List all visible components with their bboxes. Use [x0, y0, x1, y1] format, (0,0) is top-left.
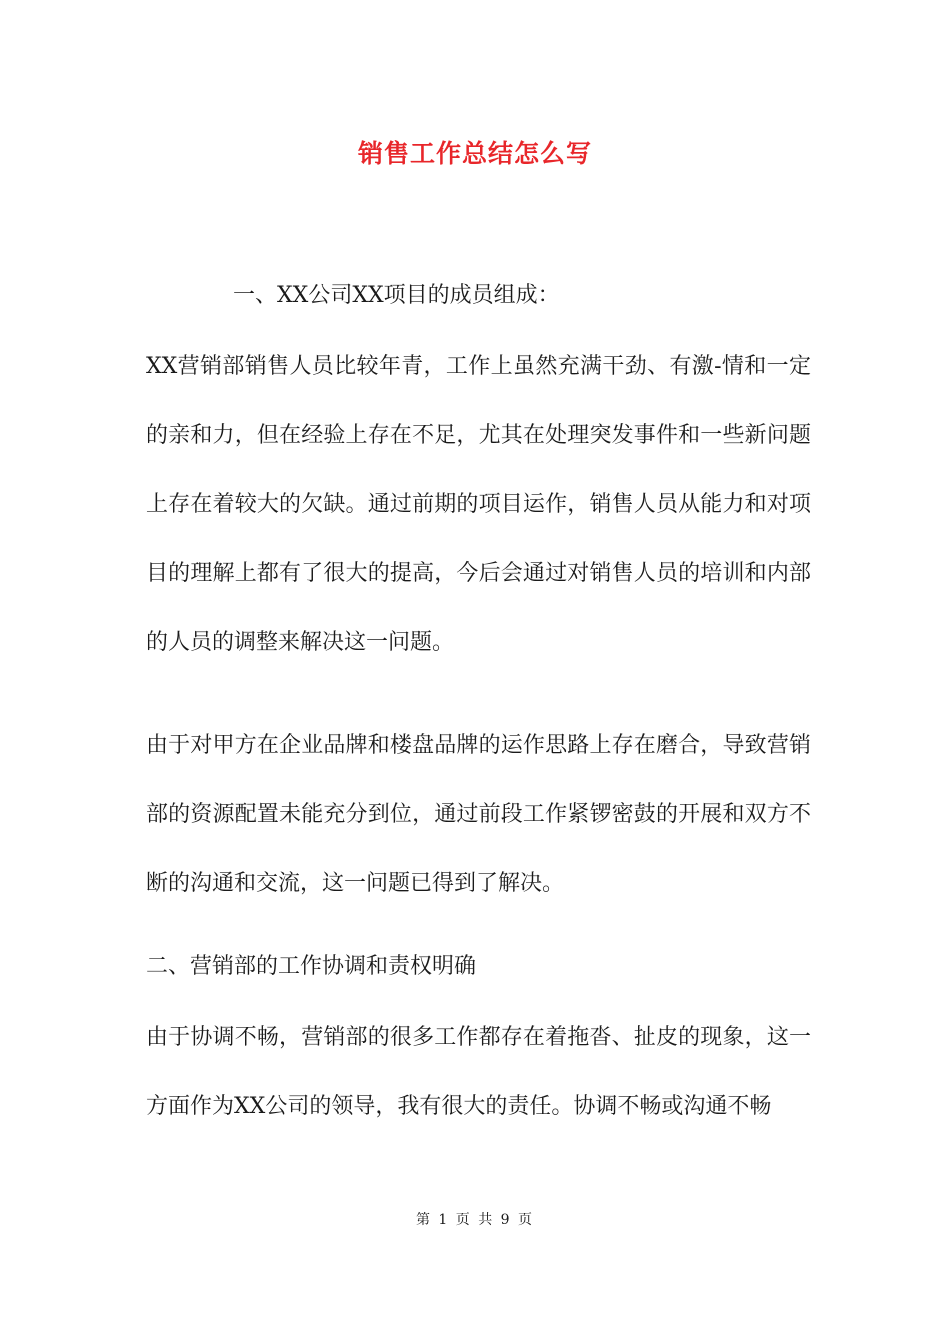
document-title: 销售工作总结怎么写 — [357, 139, 592, 168]
paragraph-1: XX营销部销售人员比较年青，工作上虽然充满干劲、有激-情和一定的亲和力，但在经验上存在不足，尤其在处理突发事件和一些新问题上存在着较大的欠缺。通过前期的项目运作，销售人员从能力和对项目的理解上都有了很大的提高，今后会通过对销售人员的培训和内部的人员的调整来解决这一问题。 — [146, 354, 811, 655]
paragraph-2: 由于对甲方在企业品牌和楼盘品牌的运作思路上存在磨合，导致营销部的资源配置未能充分到位，通过前段工作紧锣密鼓的开展和双方不断的沟通和交流，这一问题已得到了解决。 — [146, 733, 811, 896]
page-number-footer: 第 1 页 共 9 页 — [415, 1212, 535, 1228]
section-heading-2: 二、营销部的工作协调和责权明确 — [146, 954, 477, 979]
section-heading-1: 一、XX公司XX项目的成员组成： — [233, 283, 560, 308]
paragraph-3: 由于协调不畅，营销部的很多工作都存在着拖沓、扯皮的现象，这一方面作为XX公司的领导，我有很大的责任。协调不畅或沟通不畅 — [146, 1025, 811, 1119]
